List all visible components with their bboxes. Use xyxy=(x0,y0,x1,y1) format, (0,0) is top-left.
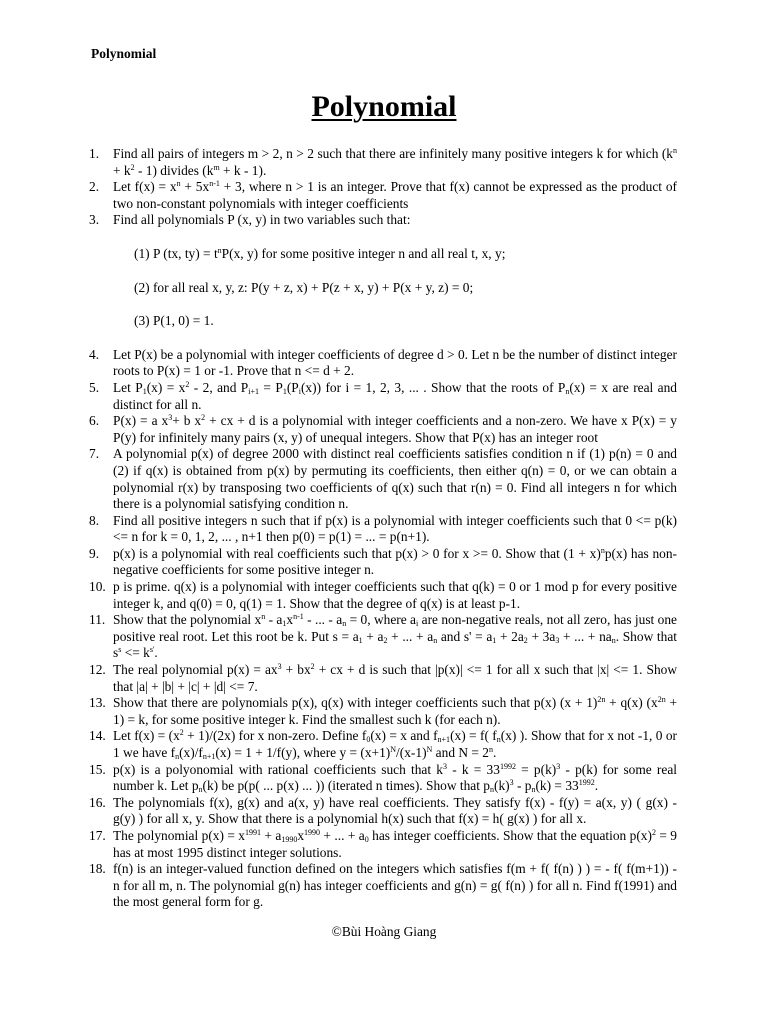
problem-number: 17. xyxy=(89,827,106,843)
problem-number: 10. xyxy=(89,579,106,595)
problem-number: 6. xyxy=(89,413,100,429)
problem-number: 12. xyxy=(89,662,106,678)
problem-number: 13. xyxy=(89,695,106,711)
problem-number: 4. xyxy=(89,346,100,362)
problem-3-condition-3: (3) P(1, 0) = 1. xyxy=(134,313,214,329)
problem-10: 10. p is prime. q(x) is a polynomial with integer coefficients such that q(k) = 0 or 1 mod p for every positive integer k, and q(0) = 0, q(1) = 1. Show that the degree of q(x) is at least p-1. xyxy=(89,579,677,611)
copyright-footer: ©Bùi Hoàng Giang xyxy=(331,924,437,939)
problem-number: 15. xyxy=(89,761,106,777)
problem-number: 3. xyxy=(89,212,100,228)
problem-3-condition-2: (2) for all real x, y, z: P(y + z, x) + P(z + x, y) + P(x + y, z) = 0; xyxy=(134,279,474,295)
problem-8: 8. Find all positive integers n such that if p(x) is a polynomial with integer coefficients such that 0 <= p(k) <= n for k = 0, 1, 2, ... , n+1 then p(0) = p(1) = ... = p(n+1). xyxy=(89,512,677,545)
running-header: Polynomial xyxy=(91,46,157,61)
problem-14: 14. Let $f(x) = (x^2 + 1)/(2x)$ for x non-zero. Define $f_0(x) = x$ and $f_{n+1}(x) = f$( $f_n(x)$ ). Show that for x not -1, 0 or 1 we have $f_n(x)/f_{n+1}(x) = 1 + 1/f(y)$, where $y = (x+1)^N/(x-1)^N$ and $N = 2^n$. xyxy=(89,728,677,761)
problem-17: 17. The polynomial $p(x) = x^{1991} + a_{1990}x^{1990}$ + ... + $a_0$ has integer coefficients. Show that the equation $p(x)^2 = 9$ has at most 1995 distinct integer solutions. xyxy=(89,827,677,860)
problem-6: 6. P(x) = a $x^3+ b$ $x^2$ + cx + d is a polynomial with integer coefficients and a non-zero. We have x P(x) = y P(y) for infinitely many pairs (x, y) of unequal integers. Show that P(x) has an integer root xyxy=(89,413,678,445)
problem-3-condition-1: (1) P (tx, $ty) = t^nP(x$, y) for some positive integer n and all real t, x, y; xyxy=(134,245,506,261)
problem-3 xyxy=(0,212,677,229)
problem-number: 9. xyxy=(89,545,100,561)
problem-number: 7. xyxy=(89,446,100,462)
problem-12: 12. The real polynomial $p(x) = ax^3 + bx^2$ + cx + d is such that |p(x)| <= 1 for all x such that |x| <= 1. Show that |a| + |b| + |c| + |d| <= 7. xyxy=(89,662,677,694)
problem-3-intro: Find all polynomials P (x, y) in two variables such that: xyxy=(113,212,411,228)
problem-1: 1. Find all pairs of integers m > 2, n > 2 such that there are infinitely many positive integers k for which $(k^n + k^2 - 1)$ divides $(k^m + k - 1)$. xyxy=(89,146,677,178)
problem-number: 1. xyxy=(89,146,100,161)
problem-number: 2. xyxy=(89,179,100,195)
problem-number: 18. xyxy=(89,861,106,877)
problem-number: 11. xyxy=(89,612,106,628)
problem-number: 14. xyxy=(89,728,106,744)
problem-5: 5. Let $P_1(x) = x^2 - 2$, and $P_{i+1} = P_1(P_i(x))$ for i = 1, 2, 3, ... . Show that the roots of $P_n(x) = x$ are real and distinct for all n. xyxy=(89,379,677,412)
page-title: Polynomial xyxy=(311,90,457,123)
problem-number: 16. xyxy=(89,794,106,810)
problem-9: 9. p(x) is a polynomial with real coefficients such that p(x) > 0 for x >= 0. Show that $(1 + x)^np(x)$ has non-negative coefficients for some positive integer n. xyxy=(89,545,677,578)
problem-list xyxy=(0,146,768,911)
problem-2: 2. Let $f(x) = x^n + 5x^{n-1} + 3$, where n > 1 is an integer. Prove that f(x) cannot be expressed as the product of two non-constant polynomials with integer coefficients xyxy=(89,179,677,211)
problem-number: 5. xyxy=(89,379,100,395)
problem-15: 15. p(x) is a polyonomial with rational coefficients such that $k^3 - k = 33^{1992} = p(k)^3 - p(k)$ for some real number k. Let $p_n(k)$ be p(p( ... p(x) ... )) (iterated n times). Show that $p_n(k)^3 - p_n(k) = 33^{1992}$. xyxy=(89,761,677,795)
problem-7: 7. A polynomial p(x) of degree 2000 with distinct real coefficients satisfies condition n if (1) p(n) = 0 and (2) if q(x) is obtained from p(x) by permuting its coefficients, then either q(n) = 0, or we can obtain a polynomial r(x) by transposing two coefficients of q(x) such that r(n) = 0. Find all integers n for which there is a polynomial satisfying condition n. xyxy=(89,446,677,512)
problem-13: 13. Show that there are polynomials p(x), q(x) with integer coefficients such that p(x) $(x + 1)^{2n} + q(x)$ $(x^{2n} + 1) = k$, for some positive integer k. Find the smallest such k (for each n). xyxy=(89,695,678,727)
problem-number: 8. xyxy=(89,512,100,528)
problem-18: 18. f(n) is an integer-valued function defined on the integers which satisfies f(m + f( f(n) ) ) = - f( f(m+1)) - n for all m, n. The polynomial g(n) has integer coefficients and g(n) = g( f(n) ) for all n. Find f(1991) and the most general form for g. xyxy=(89,861,677,910)
problem-16: 16. The polynomials f(x), g(x) and a(x, y) have real coefficients. They satisfy f(x) - f(y) = a(x, y) ( g(x) - g(y) ) for all x, y. Show that there is a polynomial h(x) such that f(x) = h( g(x) ) for all x. xyxy=(89,794,677,827)
problem-4: 4. Let P(x) be a polynomial with integer coefficients of degree d > 0. Let n be the number of distinct integer roots to P(x) = 1 or -1. Prove that n <= d + 2. xyxy=(89,346,677,379)
problem-11: 11. Show that the polynomial $x^n - a_1x^{n-1}$ - ... - $a_n = 0$, where $a_i$ are non-negative reals, not all zero, has just one positive real root. Let this root be k. Put $s = a_1 + a_2$ + ... + $a_n$ and $s' = a_1 + 2a_2 + 3a_3$ + ... + $na_n$. Show that $s^s <= k^{s'}$. xyxy=(89,612,678,661)
